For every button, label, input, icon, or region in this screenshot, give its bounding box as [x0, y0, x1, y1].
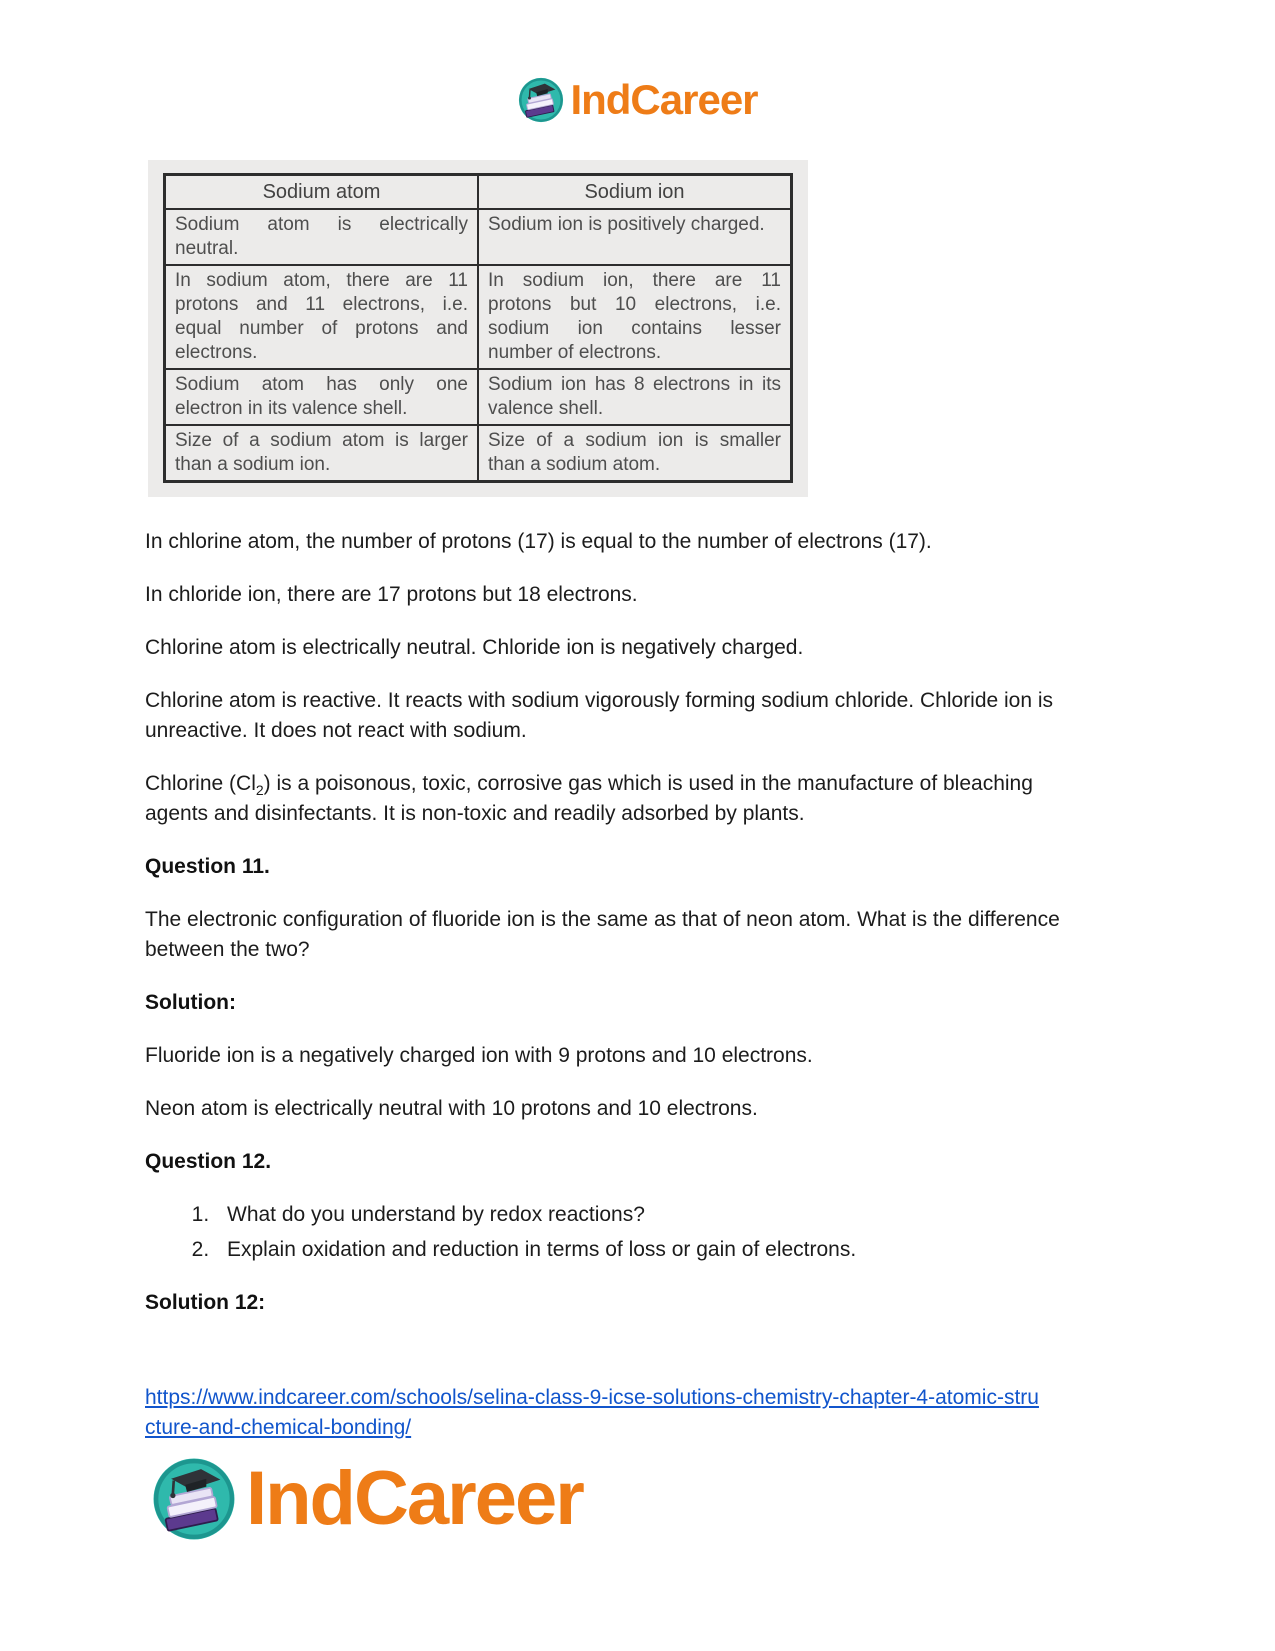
table-row: [165, 209, 792, 265]
question-11-text: The electronic configuration of fluoride ion is the same as that of neon atom. What is the difference between the two?: [145, 908, 1060, 961]
indcareer-logo-text: IndCareer: [570, 76, 758, 123]
question-11-heading: Question 11.: [145, 855, 270, 878]
table-header-sodium-ion: Sodium ion: [478, 175, 792, 210]
header-logo: [0, 76, 1275, 124]
list-item: 2. Explain oxidation and reduction in terms of loss or gain of electrons.: [215, 1235, 1083, 1265]
table-cell: Size of a sodium ion is smaller than a sodium atom.: [478, 425, 792, 482]
table-row: [165, 369, 792, 425]
table-cell: In sodium ion, there are 11 protons but 10 electrons, i.e. sodium ion contains lesser number of electrons.: [478, 265, 792, 369]
footer-logo: [150, 1455, 1275, 1543]
paragraph-fluoride: Fluoride ion is a negatively charged ion with 9 protons and 10 electrons.: [145, 1044, 813, 1067]
question-12-list: [145, 1200, 1083, 1265]
paragraph-reactivity: Chlorine atom is reactive. It reacts with sodium vigorously forming sodium chloride. Chloride ion is unreactive. It does not react with sodium.: [145, 689, 1054, 742]
paragraph-chlorine-protons: In chlorine atom, the number of protons (17) is equal to the number of electrons (17).: [145, 530, 932, 553]
sodium-comparison-table: [163, 173, 793, 483]
link-line-2: cture-and-chemical-bonding/: [145, 1416, 412, 1439]
table-header-row: [165, 175, 792, 210]
cl2-subscript: 2: [255, 782, 264, 799]
sodium-table-screenshot: [148, 160, 808, 497]
indcareer-logo-icon: [517, 76, 565, 124]
document-body: [145, 527, 1083, 1443]
list-item: 1. What do you understand by redox reactions?: [215, 1200, 1083, 1230]
indcareer-logo-icon: [150, 1455, 238, 1543]
chapter-url-link[interactable]: [145, 1383, 1083, 1443]
indcareer-logo-text: IndCareer: [246, 1456, 583, 1541]
table-cell: Sodium ion is positively charged.: [478, 209, 792, 265]
table-cell: Size of a sodium atom is larger than a sodium ion.: [165, 425, 479, 482]
chlorine-gas-text-pre: Chlorine (Cl: [145, 772, 256, 795]
table-row: [165, 265, 792, 369]
paragraph-chlorine-gas: [145, 769, 1083, 829]
table-header-sodium-atom: Sodium atom: [165, 175, 479, 210]
table-cell: Sodium atom has only one electron in its valence shell.: [165, 369, 479, 425]
solution-12-heading: Solution 12:: [145, 1291, 266, 1314]
chlorine-gas-text-post: ) is a poisonous, toxic, corrosive gas which is used in the manufacture of bleaching agents and disinfectants. It is non-toxic and readily adsorbed by plants.: [145, 772, 1033, 825]
paragraph-neutral-charged: Chlorine atom is electrically neutral. Chloride ion is negatively charged.: [145, 636, 804, 659]
table-cell: Sodium ion has 8 electrons in its valence shell.: [478, 369, 792, 425]
vertical-spacer: [145, 1341, 1083, 1383]
table-row: [165, 425, 792, 482]
paragraph-neon: Neon atom is electrically neutral with 10 protons and 10 electrons.: [145, 1097, 758, 1120]
table-cell: Sodium atom is electrically neutral.: [165, 209, 479, 265]
solution-heading: Solution:: [145, 991, 236, 1014]
table-cell: In sodium atom, there are 11 protons and 11 electrons, i.e. equal number of protons and electrons.: [165, 265, 479, 369]
paragraph-chloride-ion: In chloride ion, there are 17 protons but 18 electrons.: [145, 583, 638, 606]
question-12-heading: Question 12.: [145, 1150, 272, 1173]
link-line-1: https://www.indcareer.com/schools/selina-class-9-icse-solutions-chemistry-chapter-4-atomic-stru: [145, 1386, 1039, 1409]
